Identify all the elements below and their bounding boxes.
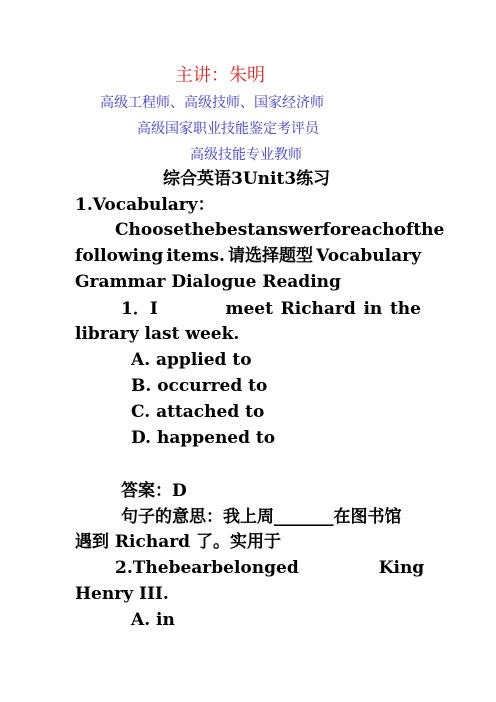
lecturer-title-1: 高级工程师、高级技师、国家经济师 <box>100 95 324 111</box>
q1-option-c: C. attached to <box>131 402 265 422</box>
word: each <box>350 220 395 240</box>
answer-line: 答案：D <box>121 481 187 501</box>
q1-option-a: A. applied to <box>131 350 252 370</box>
question-1-line-1 <box>121 299 421 319</box>
word: King <box>378 558 425 578</box>
instruction-line-3: Grammar Dialogue Reading <box>75 272 341 292</box>
question-2-line-1 <box>115 558 425 578</box>
word: following <box>75 246 164 266</box>
lecturer-title-3: 高级技能专业教师 <box>190 147 302 163</box>
question-1-line-2: library last week. <box>75 324 240 344</box>
word: of <box>394 220 414 240</box>
question-2-line-2: Henry III. <box>75 584 169 604</box>
q1-option-b: B. occurred to <box>131 376 268 396</box>
exercise-heading: 综合英语3Unit3练习 <box>163 169 331 189</box>
explanation-line-1: 句子的意思：我上周_______在图书馆 <box>121 507 402 527</box>
instruction-line-1 <box>115 220 445 240</box>
explanation-line-2: 遇到 Richard 了。实用于 <box>75 532 281 552</box>
instruction-line-2 <box>75 246 421 266</box>
word: answer <box>255 220 323 240</box>
lecturer-line: 主讲：朱明 <box>175 65 265 86</box>
word: The <box>132 558 169 578</box>
word: best <box>215 220 256 240</box>
word: the <box>389 299 421 319</box>
word: belonged <box>211 558 299 578</box>
word: meet <box>225 299 273 319</box>
word: items. <box>166 246 225 266</box>
word: 1．I <box>121 299 158 319</box>
section-title: 1.Vocabulary： <box>75 195 215 215</box>
q1-option-d: D. happened to <box>131 428 276 448</box>
word: in <box>363 299 383 319</box>
q2-option-a: A. in <box>131 610 175 630</box>
word: bear <box>168 558 212 578</box>
word: Richard <box>280 299 356 319</box>
word: 2. <box>115 558 133 578</box>
word: 请选择题型 <box>228 246 314 266</box>
word: Choose <box>115 220 184 240</box>
word: Vocabulary <box>316 246 421 266</box>
word: for <box>322 220 351 240</box>
lecturer-title-2: 高级国家职业技能鉴定考评员 <box>137 121 319 137</box>
word: the <box>413 220 445 240</box>
word: the <box>183 220 215 240</box>
